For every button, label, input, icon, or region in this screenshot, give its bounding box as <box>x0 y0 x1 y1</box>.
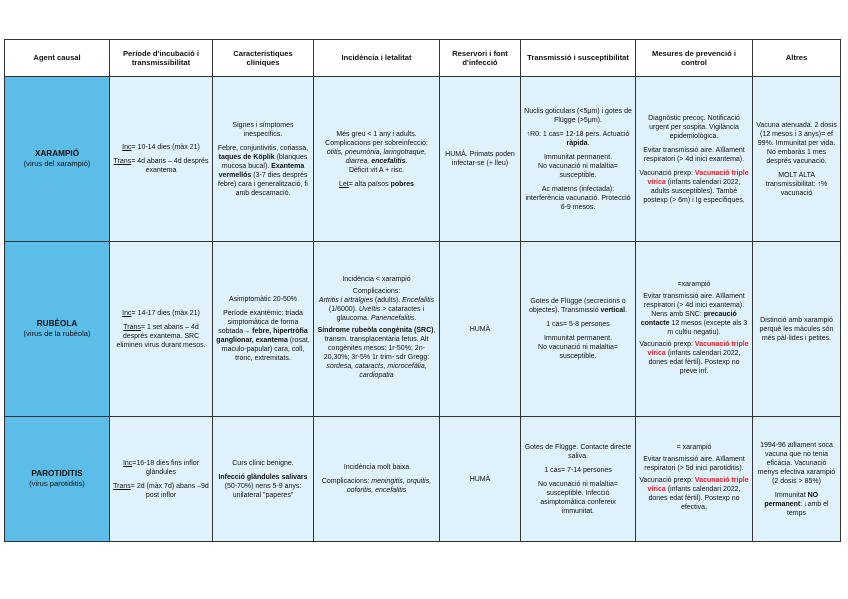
agent-name: XARAMPIÓ <box>34 149 80 159</box>
header-others: Altres <box>753 40 841 77</box>
vaccine-highlight: Vacunació triple vírica <box>647 169 749 186</box>
transmission-cell: Gotes de Flügge. Contacte directe saliva. 1 cas= 7-14 persones No vacunació ni malaltia= susceptible. Infecció asimptomàtica confereix immunitat. <box>521 417 636 542</box>
header-clinical: Característiques clíniques <box>213 40 314 77</box>
agent-name: RUBÈOLA <box>36 319 78 329</box>
incidence-cell: Incidència < xarampió Complicacions: Artritis i artràlgies (adults). Encefalitis (1/6000). Uveïtis > cataractes i glaucoma. Panencefalitis. Síndrome rubeòla congènita (SRC), transm. transplacentària fetus. Alt congènites mesos: 1r-50%; 2n-20,30%; 3r-5% 1r trim- sdr Gregg: sordesa, cataracts, microcefàlia, cardiopatia <box>314 242 440 417</box>
header-prevention: Mesures de prevenció i control <box>636 40 753 77</box>
transmission-cell: Nuclis goticulars (<5μm) i gotes de Flügge (>5μm). ↑R0: 1 cas= 12-18 pers. Actuació ràpida. Immunitat permanent. No vacunació ni malaltia= susceptible. Ac materns (infectada): interferència vacunació. Protecció 6-9 mesos. <box>521 77 636 242</box>
incidence-cell: Incidència molt baixa Complicacions: meningitis, orquitis, ooforitis, encefalitis <box>314 417 440 542</box>
prevention-cell: = xarampió Evitar transmissió aire. Aïllament respiratori (> 5d inici parotiditis). Vacunació prexp: Vacunació triple vírica (infants calendari 2022, dones edat fèrtil). Postexp no efectiva. <box>636 417 753 542</box>
agent-sub: (virus del xarampió) <box>23 159 91 169</box>
table-row <box>5 242 841 417</box>
agent-cell <box>5 417 110 542</box>
agent-sub: (virus parotiditis) <box>29 479 85 489</box>
others-cell: Distinció amb xarampió perquè les màcules són més pàl·lides i petites. <box>753 242 841 417</box>
incidence-cell: Més greu < 1 any i adults. Complicacions per sobreinfecció: otitis, pneumònia, laringotraque, diarrea, encefalitis. Dèficit vit A + risc. Let= alta països pobres <box>314 77 440 242</box>
incubation-cell: Inc=16-18 dies fins inflor glàndules Trans= 2d (màx 7d) abans –9d post inflor <box>110 417 213 542</box>
others-cell: 1994-96 aïllament soca vacuna que no tenia eficàcia. Vacunació menys efectiva xarampió (2 dosis > 85%) Immunitat NO permanent: ↓amb el temps <box>753 417 841 542</box>
agent-cell <box>5 242 110 417</box>
vaccine-highlight: Vacunació triple vírica <box>647 340 749 357</box>
prevention-cell: Diagnòstic precoç. Notificació urgent per sospita. Vigilància epidemiològica. Evitar transmissió aire. Aïllament respiratori (> 4d inici exantema). Vacunació prexp: Vacunació triple vírica (infants calendari 2022, adults susceptibles). També postexp (> 6m) i Ig específiques. <box>636 77 753 242</box>
clinical-cell: Asimptomàtic 20-50% Període exantèmic: triada simptomàtica de forma sobtada→ febre, hipertròfia ganglionar, exantema (rosat, maculo-papular) cara, coll, tronc, extremitats. <box>213 242 314 417</box>
diseases-table <box>4 39 841 542</box>
header-agent: Agent causal <box>5 40 110 77</box>
incubation-cell: Inc= 14-17 dies (màx 21) Trans= 1 set abans – 4d després exantema. SRC eliminen virus durant mesos. <box>110 242 213 417</box>
transmission-cell: Gotes de Flügge (secrecions o objectes). Transmissió vertical. 1 cas= 5-8 persones Immunitat permanent. No vacunació ni malaltia= susceptible. <box>521 242 636 417</box>
incubation-cell: Inc= 10-14 dies (màx 21) Trans= 4d abans – 4d després exantema <box>110 77 213 242</box>
others-cell: Vacuna atenuada. 2 dosis (12 mesos i 3 anys)= ef 99%. Immunitat per vida. No embaràs 1 mes després vacunació. MOLT ALTA transmissibilitat: ↑% vacunació <box>753 77 841 242</box>
header-reservoir: Reservori i font d'infecció <box>440 40 521 77</box>
vaccine-highlight: Vacunació triple vírica <box>647 477 749 493</box>
header-incidence: Incidència i letalitat <box>314 40 440 77</box>
header-row <box>5 40 841 77</box>
reservoir-cell: HUMÀ. Primats poden infectar-se (+ lleu) <box>440 77 521 242</box>
header-incubation: Període d'incubació i transmissibilitat <box>110 40 213 77</box>
header-transmission: Transmissió i susceptibilitat <box>521 40 636 77</box>
agent-sub: (virus de la rubèola) <box>23 329 91 339</box>
agent-name: PAROTIDITIS <box>31 469 83 479</box>
agent-cell <box>5 77 110 242</box>
table-row <box>5 77 841 242</box>
table-row <box>5 417 841 542</box>
prevention-cell: =xarampió Evitar transmissió aire. Aïllament respiratori (> 4d inici exantema). Nens amb SNC: precaució contacte 12 mesos (excepte als 3 m cultiu negatiu). Vacunació prexp: Vacunació triple vírica (infants calendari 2022, dones edat fèrtil). Postexp no preve inf. <box>636 242 753 417</box>
reservoir-cell: HUMÀ <box>440 242 521 417</box>
clinical-cell: Curs clínic benigne. Infecció glàndules salivars (50-70%) nens 5-9 anys: unilateral "paperes" <box>213 417 314 542</box>
reservoir-cell: HUMÀ <box>440 417 521 542</box>
clinical-cell: Signes i símptomes inespecífics. Febre, conjuntivitis, coriassa, taques de Köplik (blanques mucosa bucal). Exantema vermellós (3-7 dies després febre) cara i generalització, fi amb descamació. <box>213 77 314 242</box>
